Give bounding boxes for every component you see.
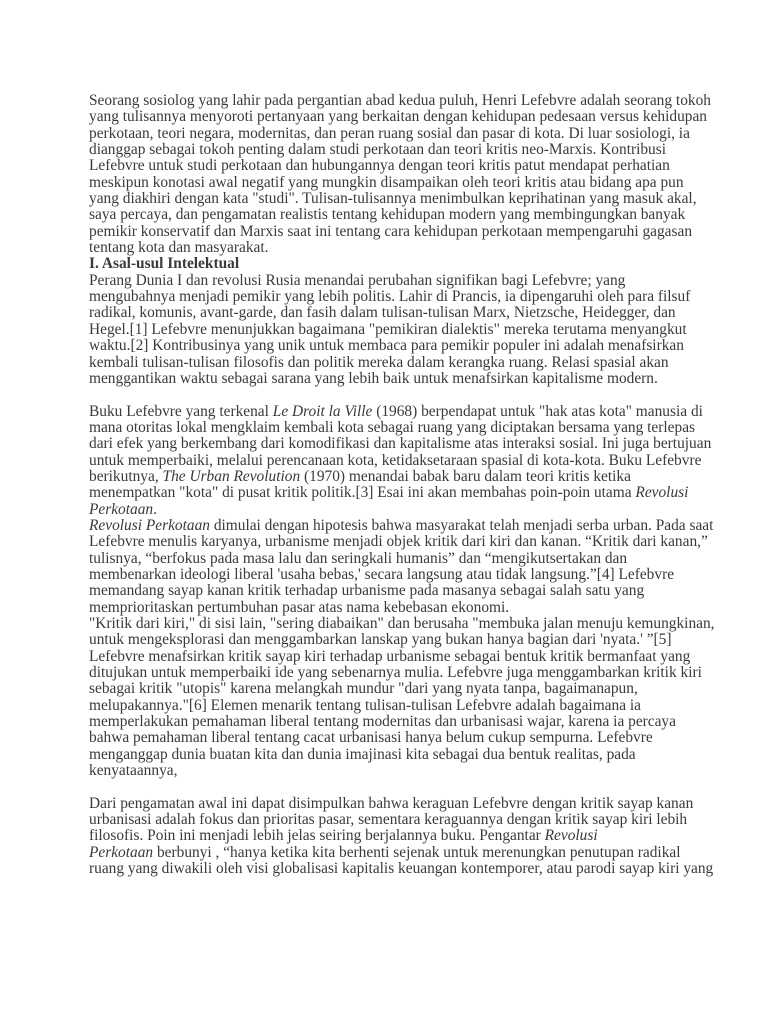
text-run: berbunyi , “hanya ketika kita berhenti sejenak untuk merenungkan penutupan radikal [153,843,681,861]
paragraph-gap [89,387,689,403]
section-heading: I. Asal-usul Intelektual [89,255,240,273]
text-line: menganggap dunia buatan kita dan dunia imajinasi kita sebagai dua bentuk realitas, pada [89,745,636,763]
text-line: Lefebvre untuk studi perkotaan dan hubungannya dengan teori kritis patut mendapat perhatian [89,157,670,175]
text-line: memandang sayap kanan kritik terhadap urbanisme pada masanya sebagai salah satu yang [89,582,645,600]
text-run: . [153,500,157,518]
text-line: Lefebvre menafsirkan kritik sayap kiri terhadap urbanisme sebagai bentuk kritik bermanfaat yang [89,647,691,665]
document-body [89,92,715,878]
revolusi-paragraph [89,516,715,780]
text-line [89,402,703,420]
text-line: Seorang sosiolog yang lahir pada pergantian abad kedua puluh, Henri Lefebvre adalah seorang tokoh [89,92,711,109]
text-line: meskipun konotasi awal negatif yang mungkin disampaikan oleh teori kritis atau bidang apa pun [89,173,684,191]
text-run: Buku Lefebvre yang terkenal [89,402,273,420]
text-line: menggantikan waktu sebagai sarana yang lebih baik untuk menafsirkan kapitalisme modern. [89,369,658,387]
text-line: yang tulisannya menyoroti pertanyaan yang berkaitan dengan kehidupan pedesaan versus kehidupan [89,108,707,126]
text-line: bahwa pemahaman liberal tentang cacat urbanisasi hanya belum cukup sempurna. Lefebvre [89,729,653,747]
text-line [89,502,689,518]
text-line: untuk memperbaiki, melalui perencanaan kota, ketidaksetaraan spasial di kota-kota. Buku Lefebvre [89,451,702,469]
text-line: Perang Dunia I dan revolusi Rusia menandai perubahan signifikan bagi Lefebvre; yang [89,271,626,289]
book-paragraph [89,402,712,518]
section1-paragraph [89,273,689,387]
text-run: berikutnya, [89,467,163,485]
text-line: kembali tulisan-tulisan filosofis dan politik mereka dalam kerangka ruang. Relasi spasial akan [89,353,669,371]
text-line [89,516,714,534]
book-title-le-droit: Le Droit la Ville [272,402,373,420]
text-run: dimulai dengan hipotesis bahwa masyarakat telah menjadi serba urban. Pada saat [209,516,714,534]
book-title-perkotaan: Perkotaan [89,500,154,518]
text-line: tentang kota dan masyarakat. [89,239,269,257]
text-line: Hegel.[1] Lefebvre menunjukkan bagaimana "pemikiran dialektis" mereka terutama menyangkut [89,320,687,338]
text-line: perkotaan, teori negara, modernitas, dan peran ruang sosial dan pasar di kota. Di luar sosiologi, ia [89,124,690,142]
text-run: filosofis. Poin ini menjadi lebih jelas seiring berjalannya buku. Pengantar [89,827,545,845]
text-line: "Kritik dari kiri," di sisi lain, "sering diabaikan" dan berusaha "membuka jalan menuju kemungkinan, [89,615,715,632]
text-line [89,469,689,485]
book-title-revolusi: Revolusi [544,827,598,845]
text-line: memprioritaskan pertumbuhan pasar atas nama kebebasan ekonomi. [89,598,510,616]
intro-paragraph [89,92,711,257]
text-line: dianggap sebagai tokoh penting dalam studi perkotaan dan teori kritis neo-Marxis. Kontribusi [89,141,667,159]
text-line: ditujukan untuk memperbaiki ide yang sebenarnya mulia. Lefebvre juga menggambarkan kritik kiri [89,664,702,682]
text-line: waktu.[2] Kontribusinya yang unik untuk membaca para pemikir populer ini adalah menafsirkan [89,337,684,355]
paragraph-gap [89,779,689,795]
book-title-revolusi: Revolusi [635,484,689,502]
book-title-urban-revolution: The Urban Revolution [162,467,301,485]
text-line: melupakannya."[6] Elemen menarik tentang tulisan-tulisan Lefebvre adalah bagaimana ia [89,696,641,714]
conclusion-paragraph [89,794,714,878]
text-line [89,845,689,861]
text-line: membenarkan ideologi liberal 'usaha bebas,' secara langsung atau tidak langsung.”[4] Lefebvre [89,565,675,583]
text-line: saya percaya, dan pengamatan realistis tentang kehidupan modern yang membingungkan banyak [89,206,686,224]
text-line: tulisnya, “berfokus pada masa lalu dan seringkali humanis” dan “mengikutsertakan dan [89,549,628,567]
text-line: memperlakukan pemahaman liberal tentang modernitas dan urbanisasi wajar, karena ia percaya [89,713,676,731]
text-line: kenyataannya, [89,762,178,780]
text-line: radikal, komunis, avant-garde, dan fasih dalam tulisan-tulisan Marx, Nietzsche, Heidegger, dan [89,304,676,322]
text-run: menempatkan "kota" di pusat kritik politik.[3] Esai ini akan membahas poin-poin utama [89,484,636,502]
text-line: untuk mengeksplorasi dan menggambarkan lanskap yang bukan hanya bagian dari 'nyata.' ”[5] [89,631,672,649]
text-line [89,485,689,501]
text-line: sebagai kritik "utopis" karena melangkah mundur "dari yang nyata tanpa, bagaimanapun, [89,680,638,698]
text-line: pemikir konservatif dan Marxis saat ini tentang cara kehidupan perkotaan mempengaruhi gagasan [89,222,693,240]
text-line: mengubahnya menjadi pemikir yang lebih politis. Lahir di Prancis, ia dipengaruhi oleh para filsuf [89,288,691,306]
text-line: urbanisasi adalah fokus dan prioritas pasar, sementara keraguannya dengan kritik sayap kiri lebih [89,811,688,829]
book-title-revolusi-perkotaan: Revolusi Perkotaan [89,516,210,534]
text-line: dari efek yang berkembang dari komodifikasi dan kapitalisme atas interaksi sosial. Ini juga bertujuan [89,435,712,453]
text-run: (1970) menandai babak baru dalam teori kritis ketika [300,467,631,485]
text-line: yang diakhiri dengan kata "studi". Tulisan-tulisannya menimbulkan keprihatinan yang masuk akal, [89,190,697,208]
text-line [89,828,689,844]
text-line: Dari pengamatan awal ini dapat disimpulkan bahwa keraguan Lefebvre dengan kritik sayap kanan [89,794,694,812]
text-line: ruang yang diwakili oleh visi globalisasi kapitalis keuangan kontemporer, atau parodi sayap kiri yang [89,860,714,878]
book-title-perkotaan: Perkotaan [89,843,154,861]
text-line: mana otoritas lokal mengklaim kembali kota sebagai ruang yang diciptakan bersama yang terlepas [89,418,696,436]
text-run: (1968) berpendapat untuk "hak atas kota" manusia di [372,402,703,420]
text-line: Lefebvre menulis karyanya, urbanisme menjadi objek kritik dari kiri dan kanan. “Kritik dari kanan,” [89,533,708,551]
